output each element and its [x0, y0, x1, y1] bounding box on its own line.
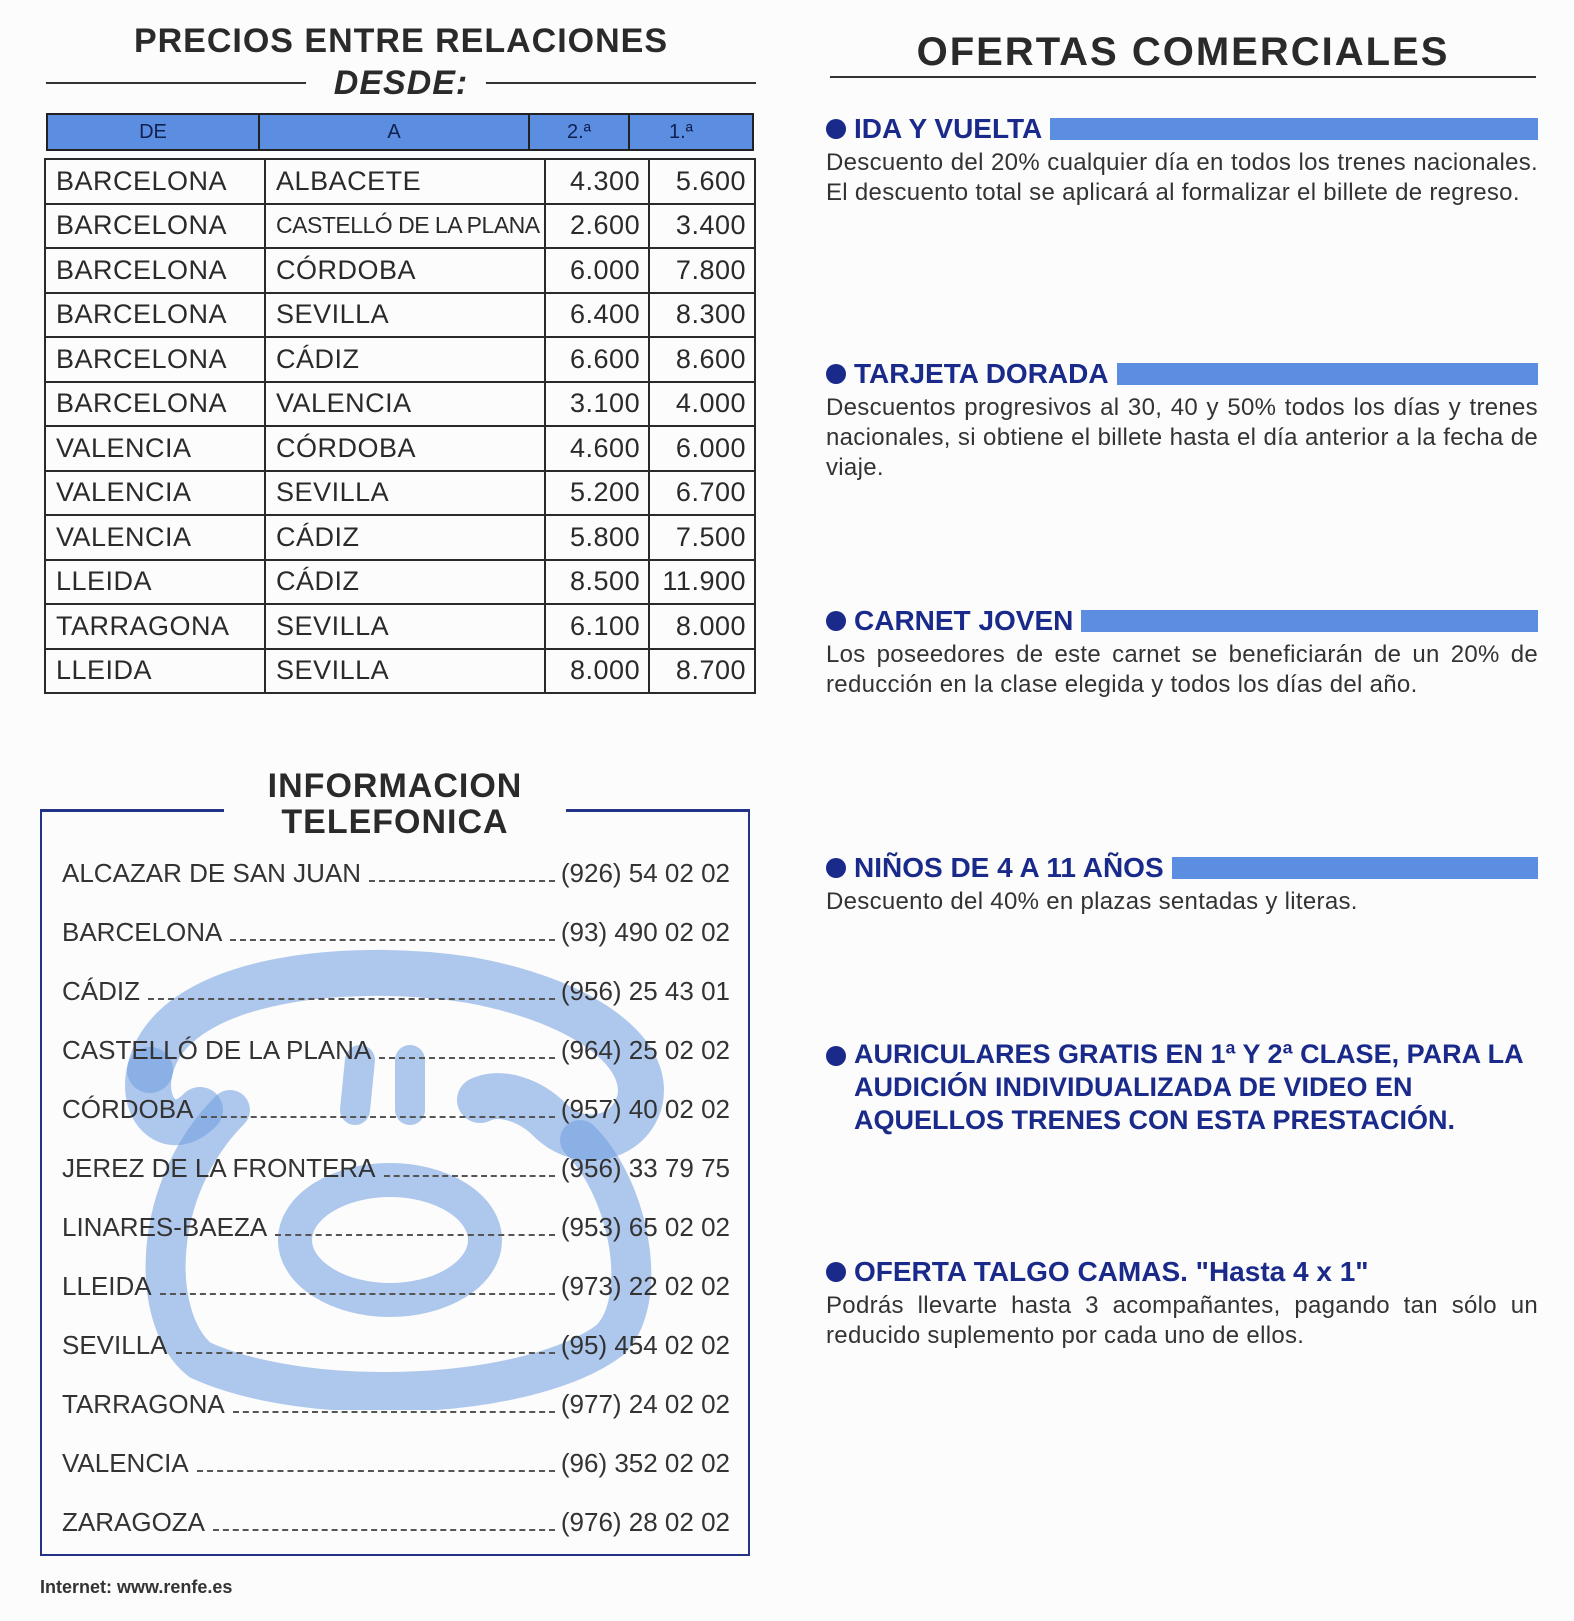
cell-1a: 11.900	[649, 560, 755, 605]
cell-a: VALENCIA	[265, 382, 545, 427]
table-row	[45, 293, 755, 338]
city-name: CASTELLÓ DE LA PLANA	[62, 1035, 372, 1065]
dotted-leader	[176, 1352, 555, 1354]
divider	[486, 82, 756, 84]
accent-bar	[1081, 610, 1538, 632]
dotted-leader	[201, 1116, 554, 1118]
dotted-leader	[384, 1175, 555, 1177]
cell-1a: 6.700	[649, 471, 755, 516]
cell-de: BARCELONA	[45, 382, 265, 427]
cell-de: BARCELONA	[45, 204, 265, 249]
city-name: BARCELONA	[62, 917, 223, 947]
cell-2a: 5.800	[545, 515, 649, 560]
list-item	[62, 858, 730, 917]
cell-1a: 7.800	[649, 248, 755, 293]
cell-de: LLEIDA	[45, 649, 265, 694]
bullet-icon	[826, 364, 846, 384]
price-table-body	[45, 159, 755, 693]
cell-2a: 6.600	[545, 337, 649, 382]
cell-a: CÁDIZ	[265, 337, 545, 382]
city-name: SEVILLA	[62, 1330, 168, 1360]
cell-1a: 7.500	[649, 515, 755, 560]
city-name: ALCAZAR DE SAN JUAN	[62, 858, 362, 888]
cell-de: BARCELONA	[45, 248, 265, 293]
table-row	[45, 248, 755, 293]
phone-number[interactable]: (96) 352 02 02	[560, 1448, 730, 1478]
dotted-leader	[197, 1470, 555, 1472]
bullet-icon	[826, 1262, 846, 1282]
table-row	[45, 560, 755, 605]
table-row	[45, 426, 755, 471]
dotted-leader	[379, 1057, 555, 1059]
list-item	[62, 1094, 730, 1153]
cell-1a: 8.000	[649, 604, 755, 649]
city-name: CÁDIZ	[62, 976, 140, 1006]
city-name: ZARAGOZA	[62, 1507, 206, 1537]
table-row	[45, 382, 755, 427]
cell-a: CÁDIZ	[265, 560, 545, 605]
phone-number[interactable]: (976) 28 02 02	[560, 1507, 730, 1537]
table-row	[45, 604, 755, 649]
list-item	[62, 1389, 730, 1448]
cell-2a: 4.600	[545, 426, 649, 471]
offer-name: NIÑOS DE 4 A 11 AÑOS	[854, 852, 1164, 883]
cell-a: CÓRDOBA	[265, 426, 545, 471]
cell-a: SEVILLA	[265, 604, 545, 649]
list-item	[62, 1035, 730, 1094]
list-item	[62, 976, 730, 1035]
column-header-1a: 1.ª	[668, 121, 694, 143]
cell-de: BARCELONA	[45, 159, 265, 204]
phone-number[interactable]: (926) 54 02 02	[560, 858, 730, 888]
offer-description: Descuento del 40% en plazas sentadas y literas.	[826, 888, 1358, 915]
cell-1a: 8.600	[649, 337, 755, 382]
telephone-list	[62, 858, 730, 1566]
dotted-leader	[275, 1234, 555, 1236]
cell-1a: 5.600	[649, 159, 755, 204]
bullet-icon	[826, 119, 846, 139]
dotted-leader	[213, 1529, 555, 1531]
phone-number[interactable]: (977) 24 02 02	[560, 1389, 730, 1419]
price-table	[44, 158, 756, 694]
cell-2a: 6.100	[545, 604, 649, 649]
offer-name: AURICULARES GRATIS EN 1ª Y 2ª CLASE, PARA LA AUDICIÓN INDIVIDUALIZADA DE VIDEO EN AQUELLOS TRENES CON ESTA PRESTACIÓN.	[854, 1039, 1523, 1135]
offer-auriculares	[826, 1038, 1538, 1137]
column-header-de: DE	[48, 115, 260, 149]
bullet-icon	[826, 858, 846, 878]
accent-bar	[1117, 363, 1538, 385]
bullet-icon	[826, 611, 846, 631]
telephone-info-title-line1: INFORMACION	[267, 767, 523, 805]
offer-carnet-joven	[826, 604, 1538, 700]
offer-name: TARJETA DORADA	[854, 358, 1109, 389]
offer-description: Descuento del 20% cualquier día en todos los trenes nacionales. El descuento total se aplicará al formalizar el billete de regreso.	[826, 149, 1538, 206]
offer-name: CARNET JOVEN	[854, 605, 1074, 636]
list-item	[62, 917, 730, 976]
cell-2a: 4.300	[545, 159, 649, 204]
table-row	[45, 515, 755, 560]
column-header-a: A	[260, 115, 530, 149]
cell-2a: 6.400	[545, 293, 649, 338]
phone-number[interactable]: (973) 22 02 02	[560, 1271, 730, 1301]
prices-subtitle	[46, 62, 756, 106]
accent-bar	[1050, 118, 1538, 140]
internet-link[interactable]: Internet: www.renfe.es	[40, 1577, 233, 1597]
city-name: TARRAGONA	[62, 1389, 225, 1419]
dotted-leader	[233, 1411, 555, 1413]
offers-title: OFERTAS COMERCIALES	[916, 30, 1450, 74]
phone-number[interactable]: (95) 454 02 02	[560, 1330, 730, 1360]
phone-number[interactable]: (93) 490 02 02	[560, 917, 730, 947]
list-item	[62, 1507, 730, 1566]
cell-a: CÓRDOBA	[265, 248, 545, 293]
cell-1a: 8.300	[649, 293, 755, 338]
cell-a: CÁDIZ	[265, 515, 545, 560]
dotted-leader	[160, 1293, 555, 1295]
dotted-leader	[369, 880, 555, 882]
offer-ida-y-vuelta	[826, 112, 1538, 208]
cell-de: LLEIDA	[45, 560, 265, 605]
cell-a: ALBACETE	[265, 159, 545, 204]
divider	[830, 76, 1536, 78]
cell-2a: 8.500	[545, 560, 649, 605]
table-row	[45, 471, 755, 516]
table-row	[45, 204, 755, 249]
cell-2a: 6.000	[545, 248, 649, 293]
table-row	[45, 159, 755, 204]
table-row	[45, 337, 755, 382]
prices-subtitle-text: DESDE:	[333, 64, 469, 102]
telephone-info-title-line2: TELEFONICA	[281, 803, 509, 841]
cell-1a: 3.400	[649, 204, 755, 249]
list-item	[62, 1153, 730, 1212]
cell-a: SEVILLA	[265, 471, 545, 516]
city-name: LLEIDA	[62, 1271, 152, 1301]
cell-1a: 4.000	[649, 382, 755, 427]
city-name: VALENCIA	[62, 1448, 189, 1478]
accent-bar	[1172, 857, 1538, 879]
cell-2a: 3.100	[545, 382, 649, 427]
list-item	[62, 1212, 730, 1271]
dotted-leader	[230, 939, 554, 941]
cell-de: VALENCIA	[45, 471, 265, 516]
bullet-icon	[826, 1046, 846, 1066]
offer-description: Descuentos progresivos al 30, 40 y 50% todos los días y trenes nacionales, si obtiene el billete hasta el día anterior a la fecha de viaje.	[826, 394, 1538, 481]
cell-1a: 8.700	[649, 649, 755, 694]
offer-talgo-camas	[826, 1255, 1538, 1351]
phone-number[interactable]: (956) 33 79 75	[560, 1153, 730, 1183]
prices-title: PRECIOS ENTRE RELACIONES	[133, 22, 669, 60]
cell-1a: 6.000	[649, 426, 755, 471]
cell-a: CASTELLÓ DE LA PLANA	[265, 204, 545, 249]
offer-description: Los poseedores de este carnet se beneficiarán de un 20% de reducción en la clase elegida y todos los días del año.	[826, 641, 1538, 698]
cell-2a: 2.600	[545, 204, 649, 249]
list-item	[62, 1330, 730, 1389]
table-row	[45, 649, 755, 694]
cell-de: BARCELONA	[45, 293, 265, 338]
price-table-header	[46, 113, 754, 151]
cell-de: VALENCIA	[45, 426, 265, 471]
phone-number[interactable]: (957) 40 02 02	[560, 1094, 730, 1124]
column-header-2a: 2.ª	[530, 115, 630, 149]
offer-name: OFERTA TALGO CAMAS. "Hasta 4 x 1"	[854, 1256, 1369, 1287]
cell-2a: 5.200	[545, 471, 649, 516]
city-name: CÓRDOBA	[62, 1094, 194, 1124]
dotted-leader	[148, 998, 555, 1000]
cell-a: SEVILLA	[265, 293, 545, 338]
list-item	[62, 1448, 730, 1507]
offer-ninos	[826, 851, 1538, 917]
offer-description: Podrás llevarte hasta 3 acompañantes, pagando tan sólo un reducido suplemento por cada uno de ellos.	[826, 1292, 1538, 1349]
city-name: LINARES-BAEZA	[62, 1212, 268, 1242]
phone-number[interactable]: (964) 25 02 02	[560, 1035, 730, 1065]
offer-tarjeta-dorada	[826, 357, 1538, 483]
cell-de: BARCELONA	[45, 337, 265, 382]
list-item	[62, 1271, 730, 1330]
cell-de: VALENCIA	[45, 515, 265, 560]
cell-de: TARRAGONA	[45, 604, 265, 649]
offer-name: IDA Y VUELTA	[854, 113, 1043, 144]
city-name: JEREZ DE LA FRONTERA	[62, 1153, 376, 1183]
cell-2a: 8.000	[545, 649, 649, 694]
phone-number[interactable]: (956) 25 43 01	[560, 976, 730, 1006]
phone-number[interactable]: (953) 65 02 02	[560, 1212, 730, 1242]
cell-a: SEVILLA	[265, 649, 545, 694]
